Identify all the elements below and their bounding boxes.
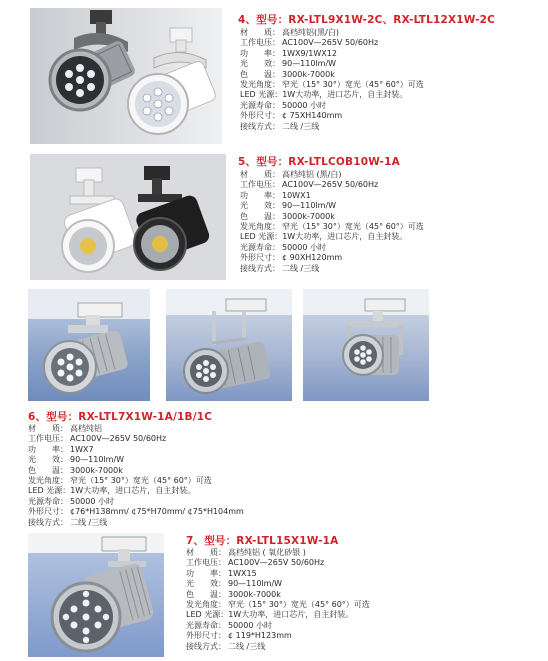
spec-power: 10WX1 <box>282 190 311 200</box>
spec-lifespan: 50000 小时 <box>70 496 114 506</box>
spec-efficacy: 90—110lm/W <box>228 579 283 589</box>
product-4-specs: 材 质： 高档纯铝(黑/白) 工作电压： AC100V—265V 50/60Hz 功 率： 1WX9/1WX12 光 效： 90—110lm/W 色 温： 3000k-7000k 发光角度： 窄光（15° 30°）宽光（45° 60°）可选 LED 光源： 1W大功率，进口芯片，自主封装。 光源寿命： 50000 小时 外形尺寸： ¢ 75XH140mm 接线方式： 二线 /三线 <box>240 28 424 131</box>
spec-beam-angle: 窄光（15° 30°）宽光（45° 60°）可选 <box>70 476 212 486</box>
spec-beam-angle: 窄光（15° 30°）宽光（45° 60°）可选 <box>282 80 424 90</box>
spec-power: 1WX9/1WX12 <box>282 48 337 58</box>
spec-voltage: AC100V—265V 50/60Hz <box>282 38 379 48</box>
spec-dimensions: ¢ 119*H123mm <box>228 631 292 641</box>
spec-wiring: 二线 /三线 <box>228 641 266 651</box>
spec-color-temp: 3000k-7000k <box>228 589 281 599</box>
spec-dimensions: ¢ 90XH120mm <box>282 253 343 263</box>
spec-dimensions: ¢ 75XH140mm <box>282 111 343 121</box>
spec-color-temp: 3000k-7000k <box>70 465 123 475</box>
product-6-specs: 材 质： 高档纯铝 工作电压： AC100V—265V 50/60Hz 功 率： 1WX7 光 效： 90—110lm/W 色 温： 3000k-7000k 发光角度： 窄光（15° 30°）宽光（45° 60°）可选 LED 光源： 1W大功率，进口芯片，自主封装。 光源寿命： 50000 小时 外形尺寸： ¢76*H138mm/ ¢75*H70mm/ ¢75*H104mm 接线方式： 二线 /三线 <box>28 424 244 527</box>
spec-efficacy: 90—110lm/W <box>282 201 337 211</box>
spec-voltage: AC100V—265V 50/60Hz <box>70 434 167 444</box>
spec-lifespan: 50000 小时 <box>282 100 326 110</box>
spec-material: 高档纯铝 ( 氧化砂银 ) <box>228 548 306 557</box>
spec-power: 1WX7 <box>70 444 94 454</box>
spec-led-source: 1W大功率，进口芯片，自主封装。 <box>228 610 354 620</box>
product-4-photo <box>30 8 222 144</box>
spec-beam-angle: 窄光（15° 30°）宽光（45° 60°）可选 <box>282 222 424 232</box>
product-5-specs: 材 质： 高档纯铝 (黑/白) 工作电压： AC100V—265V 50/60Hz 功 率： 10WX1 光 效： 90—110lm/W 色 温： 3000k-7000k 发光角度： 窄光（15° 30°）宽光（45° 60°）可选 LED 光源： 1W大功率，进口芯片，自主封装。 光源寿命： 50000 小时 外形尺寸： ¢ 90XH120mm 接线方式： 二线 /三线 <box>240 170 424 273</box>
product-5-photo <box>30 154 226 280</box>
product-6-photo-1c <box>303 289 429 401</box>
spec-efficacy: 90—110lm/W <box>282 59 337 69</box>
spec-lifespan: 50000 小时 <box>282 242 326 252</box>
spec-color-temp: 3000k-7000k <box>282 69 335 79</box>
spec-voltage: AC100V—265V 50/60Hz <box>228 558 325 568</box>
product-6-title: 6、型号：RX-LTL7X1W-1A/1B/1C <box>28 411 213 423</box>
spec-led-source: 1W大功率，进口芯片，自主封装。 <box>282 90 408 100</box>
spec-efficacy: 90—110lm/W <box>70 455 125 465</box>
spec-color-temp: 3000k-7000k <box>282 211 335 221</box>
spec-lifespan: 50000 小时 <box>228 620 272 630</box>
product-4-title: 4、型号：RX-LTL9X1W-2C、RX-LTL12X1W-2C <box>238 14 496 26</box>
spec-led-source: 1W大功率，进口芯片，自主封装。 <box>70 486 196 496</box>
product-6-photo-1a <box>28 289 150 401</box>
product-7-specs: 材 质： 高档纯铝 ( 氧化砂银 ) 工作电压： AC100V—265V 50/60Hz 功 率： 1WX15 光 效： 90—110lm/W 色 温： 3000k-7000k 发光角度： 窄光（15° 30°）宽光（45° 60°）可选 LED 光源： 1W大功率，进口芯片，自主封装。 光源寿命： 50000 小时 外形尺寸： ¢ 119*H123mm 接线方式： 二线 /三线 <box>186 548 370 651</box>
spec-wiring: 二线 /三线 <box>70 517 108 527</box>
spec-power: 1WX15 <box>228 568 257 578</box>
spec-dimensions: ¢76*H138mm/ ¢75*H70mm/ ¢75*H104mm <box>70 507 244 517</box>
spec-led-source: 1W大功率，进口芯片，自主封装。 <box>282 232 408 242</box>
spec-material: 高档纯铝(黑/白) <box>282 28 339 37</box>
spec-material: 高档纯铝 (黑/白) <box>282 170 342 179</box>
spec-voltage: AC100V—265V 50/60Hz <box>282 180 379 190</box>
product-7-photo <box>28 533 164 657</box>
product-7-title: 7、型号：RX-LTL15X1W-1A <box>186 535 339 547</box>
spec-wiring: 二线 /三线 <box>282 121 320 131</box>
spec-wiring: 二线 /三线 <box>282 263 320 273</box>
spec-beam-angle: 窄光（15° 30°）宽光（45° 60°）可选 <box>228 600 370 610</box>
product-5-title: 5、型号：RX-LTLCOB10W-1A <box>238 156 400 168</box>
product-6-photo-1b <box>166 289 292 401</box>
spec-material: 高档纯铝 <box>70 424 102 433</box>
